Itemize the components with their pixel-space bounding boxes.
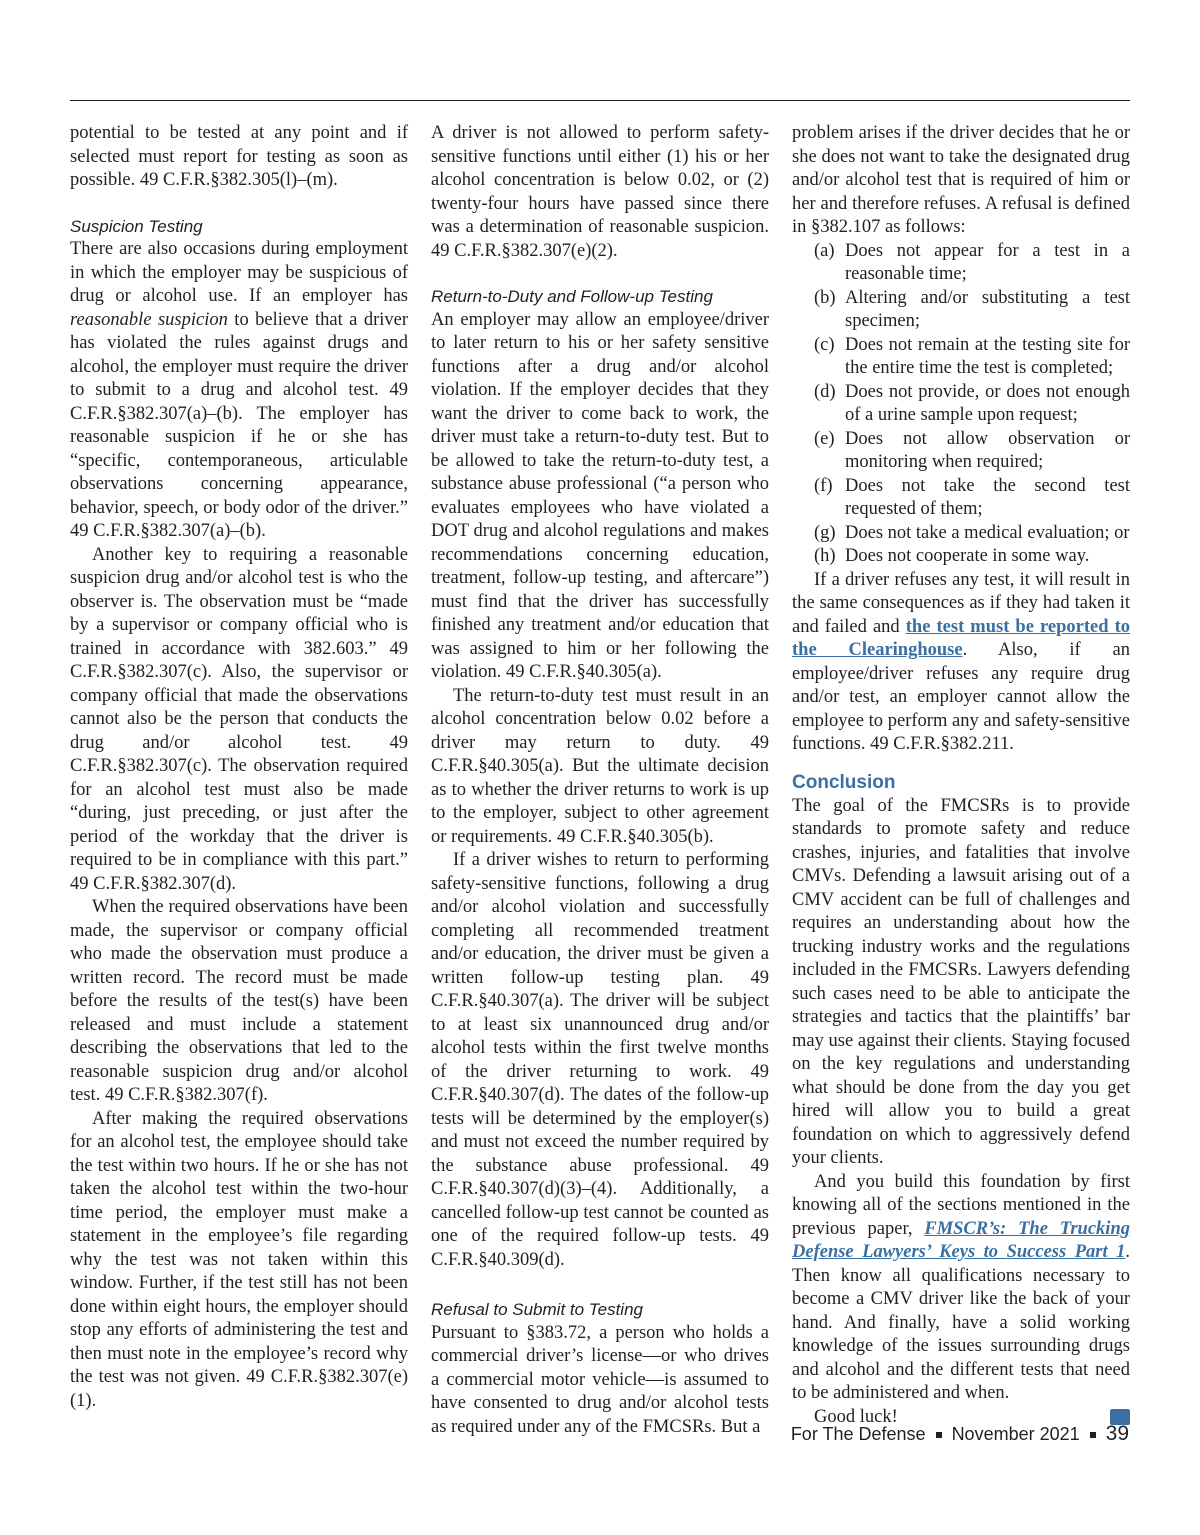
header-rule (70, 100, 1130, 101)
paragraph: When the required observations have been made, the supervisor or company official who made the observation must produce a written record. The record must be made before the results of the test(s) have been released and must include a statement describing the observations that led to the reasonable suspicion drug and/or alcohol test. 49 C.F.R.§382.307(f). (70, 897, 408, 1105)
list-item: (a) Does not appear for a test in a reasonable time; (814, 240, 1130, 284)
page-footer (791, 1422, 1129, 1446)
refusal-definition-list (792, 240, 1130, 569)
end-mark-logo: FD (1110, 1409, 1130, 1425)
list-item: (b) Altering and/or substituting a test specimen; (814, 287, 1130, 331)
publication-name: For The Defense (790, 1424, 926, 1444)
bullet-icon (936, 1432, 942, 1438)
paragraph: Good luck! FD (814, 1406, 1148, 1427)
paragraph: There are also occasions during employment in which the employer may be suspicious of drug or alcohol use. If an employer has reasonable suspicion to believe that a driver has violated the rules against drugs and alcohol, the employer must require the driver to submit to a drug and alcohol test. 49 C.F.R.§382.307(a)–(b). The employer has reasonable suspicion if he or she has “specific, contemporaneous, articulable observations concerning appearance, behavior, speech, or body odor of the driver.” 49 C.F.R.§382.307(a)–(b). (70, 239, 408, 541)
paragraph: problem arises if the driver decides that he or she does not want to take the designated drug and/or alcohol test that is required of him or her and therefore refuses. A refusal is defined in §382.107 as follows: (792, 123, 1130, 237)
list-item: (e) Does not allow observation or monitoring when required; (814, 428, 1130, 472)
bullet-icon (1090, 1432, 1096, 1438)
paragraph: The return-to-duty test must result in an alcohol concentration below 0.02 before a driver may return to duty. 49 C.F.R.§40.305(a). But the ultimate decision as to whether the driver returns to work is up to the employer, subject to other agreement or requirements. 49 C.F.R.§40.305(b). (431, 685, 769, 847)
paragraph: After making the required observations for an alcohol test, the employee should take the test within two hours. If he or she has not taken the alcohol test within the two-hour time period, the employer must make a statement in the employee’s file regarding why the test was not taken within this window. Further, if the test still has not been done within eight hours, the employer should stop any efforts of administering the test and then must note in the employee’s record why the test was not given. 49 C.F.R.§382.307(e)(1). (70, 1108, 408, 1411)
section-heading-refusal: Refusal to Submit to Testing (431, 1300, 643, 1319)
emphasis-reasonable-suspicion: reasonable suspicion (70, 309, 228, 330)
paragraph: A driver is not allowed to perform safety-sensitive functions until either (1) his or her alcohol concentration is below 0.02, or (2) twenty-four hours have passed since there was a determination of reasonable suspicion. 49 C.F.R.§382.307(e)(2). (431, 123, 769, 261)
paragraph: The goal of the FMCSRs is to provide standards to promote safety and reduce crashes, injuries, and fatalities that involve CMVs. Defending a lawsuit arising out of a CMV accident can be full of challenges and requires an understanding about how the trucking industry works and the regulations included in the FMCSRs. Lawyers defending such cases need to be able to anticipate the strategies and tactics that the plaintiffs’ bar may use against their clients. Staying focused on the key regulations and understanding what should be done from the day you get hired will allow you to build a great foundation on which to aggressively defend your clients. (792, 795, 1130, 1168)
section-heading-suspicion-testing: Suspicion Testing (70, 216, 203, 236)
column-1 (70, 122, 408, 1413)
paragraph: potential to be tested at any point and if selected must report for testing as soon as possible. 49 C.F.R.§382.305(l)–(m). (70, 123, 408, 190)
paragraph: If a driver refuses any test, it will result in the same consequences as if they had taken it and failed and the test must be reported to the Clearinghouse. Also, if an employee/driver refuses any require drug and/or test, an employer cannot allow the employee to perform any and safety-sensitive functions. 49 C.F.R.§382.211. (792, 569, 1130, 754)
paragraph: Another key to requiring a reasonable suspicion drug and/or alcohol test is who the observer is. The observation must be “made by a supervisor or company official who is trained in accordance with 382.603.” 49 C.F.R.§382.307(c). Also, the supervisor or company official that made the observations cannot also be the person that conducts the drug and/or alcohol test. 49 C.F.R.§382.307(c). The observation required for an alcohol test must also be made “during, just preceding, or just after the period of the workday that the driver is required to be in compliance with this part.” 49 C.F.R.§382.307(d). (70, 544, 408, 894)
clearinghouse-link[interactable]: the test must be reported to the Clearinghouse (792, 616, 1130, 660)
paragraph: Pursuant to §383.72, a person who holds a commercial driver’s license—or who drives a commercial motor vehicle—is assumed to have consented to drug and/or alcohol tests as required under any of the FMCSRs. But a (431, 1322, 769, 1437)
issue-date: November 2021 (951, 1424, 1080, 1444)
list-item: (d) Does not provide, or does not enough of a urine sample upon request; (814, 381, 1130, 425)
previous-paper-link[interactable]: FMSCR’s: The Trucking Defense Lawyers’ Keys to Success Part 1 (792, 1218, 1130, 1262)
column-3 (792, 122, 1148, 1429)
list-item: (c) Does not remain at the testing site for the entire time the test is completed; (814, 334, 1130, 378)
column-2 (431, 122, 769, 1439)
paragraph: If a driver wishes to return to performing safety-sensitive functions, following a drug and/or alcohol violation and successfully completing all recommended treatment and/or education, the driver must be given a written follow-up testing plan. 49 C.F.R.§40.307(a). The driver will be subject to at least six unannounced drug and/or alcohol tests within the first twelve months of the driver returning to work. 49 C.F.R.§40.307(d). The dates of the follow-up tests will be determined by the employer(s) and must not exceed the number required by the substance abuse professional. 49 C.F.R.§40.307(d)(3)–(4). Additionally, a cancelled follow-up test cannot be counted as one of the required follow-up tests. 49 C.F.R.§40.309(d). (431, 850, 769, 1270)
page-number: 39 (1105, 1422, 1129, 1445)
paragraph: An employer may allow an employee/driver to later return to his or her safety sensitive functions after a drug and/or alcohol violation. If the employer decides that they want the driver to come back to work, the driver must take a return-to-duty test. But to be allowed to take the return-to-duty test, a substance abuse professional (“a person who evaluates employees who have violated a DOT drug and alcohol regulations and makes recommendations concerning education, treatment, follow-up testing, and aftercare”) must find that the driver has successfully finished any treatment and/or education that was assigned to him or her following the violation. 49 C.F.R.§40.305(a). (431, 309, 769, 682)
section-heading-return-to-duty: Return-to-Duty and Follow-up Testing (431, 287, 713, 306)
list-item: (h) Does not cooperate in some way. (814, 546, 1090, 566)
paragraph: And you build this foundation by first knowing all of the sections mentioned in the previous paper, FMSCR’s: The Trucking Defense Lawyers’ Keys to Success Part 1. Then know all qualifications necessary to become a CMV driver like the back of your hand. And finally, have a solid working knowledge of the issues surrounding drugs and alcohol and the different tests that need to be administered and when. (792, 1171, 1130, 1403)
section-heading-conclusion: Conclusion (792, 771, 896, 793)
list-item: (f) Does not take the second test requested of them; (814, 475, 1130, 519)
list-item: (g) Does not take a medical evaluation; or (814, 522, 1130, 543)
